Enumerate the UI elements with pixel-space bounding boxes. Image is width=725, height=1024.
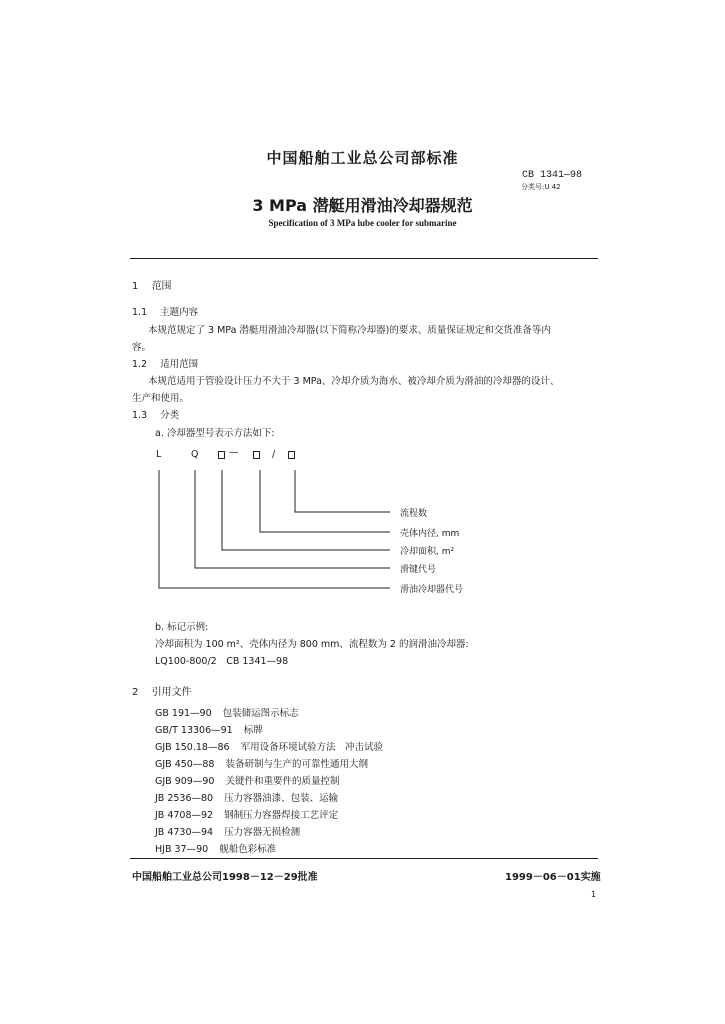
- section-1-2-body-line1: 本规范适用于管验设计压力不大于 3 MPa、冷却介质为海水、被冷却介质为滑油的冷却器的设计、: [148, 376, 560, 387]
- reference-title: 舰船色彩标准: [219, 844, 277, 855]
- reference-item: [155, 790, 338, 804]
- reference-code: GJB 150.18—86: [155, 742, 230, 753]
- reference-title: 军用设备环境试验方法 冲击试验: [240, 742, 384, 753]
- reference-code: GJB 909—90: [155, 776, 215, 787]
- reference-title: 压力容器无损检测: [224, 827, 301, 838]
- reference-item: [155, 722, 263, 736]
- reference-code: GJB 450—88: [155, 759, 215, 770]
- page-number: 1: [591, 890, 597, 899]
- approval-note: 中国船舶工业总公司1998－12－29批准: [132, 872, 318, 883]
- section-2-heading: [132, 683, 192, 698]
- standard-code: CB 1341—98: [522, 170, 583, 181]
- example-label: b. 标记示例:: [155, 622, 209, 633]
- diagram-label-passes: 流程数: [400, 509, 428, 519]
- document-title-en: Specification of 3 MPa lube cooler for submarine: [268, 218, 457, 228]
- section-1-1-body-line2: 容。: [132, 342, 152, 353]
- reference-title: 压力容器油漆、包装、运输: [224, 793, 339, 804]
- diagram-label-type: 滑键代号: [400, 565, 437, 575]
- section-title: 分类: [160, 410, 180, 421]
- section-1-1-heading: [132, 304, 198, 318]
- diagram-dash: —: [229, 447, 239, 458]
- section-1-3-heading: [132, 407, 179, 421]
- reference-code: HJB 37—90: [155, 844, 209, 855]
- reference-item: [155, 824, 300, 838]
- section-1-2-heading: [132, 356, 198, 370]
- section-title: 适用范围: [160, 359, 199, 370]
- header-rule: [130, 258, 598, 259]
- diagram-leader-lines: [150, 466, 400, 598]
- diagram-box-area: [218, 451, 225, 459]
- diagram-label-diameter: 壳体内径, mm: [400, 529, 460, 539]
- section-1-1-body-line1: 本规范规定了 3 MPa 潜艇用滑油冷却器(以下简称冷却器)的要求、质量保证规定和交货准备等内: [148, 325, 551, 336]
- issuing-organization: 中国船舶工业总公司部标准: [266, 149, 459, 167]
- diagram-box-passes: [288, 451, 295, 459]
- reference-code: JB 4708—92: [155, 810, 214, 821]
- diagram-label-area: 冷却面积, m²: [400, 547, 455, 557]
- section-number: 1: [132, 281, 139, 292]
- classification-number: 分类号:U 42: [521, 183, 561, 191]
- diagram-box-diameter: [253, 451, 260, 459]
- section-title: 引用文件: [151, 687, 192, 698]
- section-1-heading: [132, 277, 172, 292]
- section-number: 2: [132, 687, 139, 698]
- reference-title: 钢制压力容器焊接工艺评定: [224, 810, 339, 821]
- reference-title: 装备研制与生产的可靠性通用大纲: [225, 759, 368, 770]
- section-1-2-body-line2: 生产和使用。: [132, 393, 190, 404]
- document-title: 3 MPa 潜艇用滑油冷却器规范: [252, 196, 473, 215]
- reference-item: [155, 705, 299, 719]
- diagram-letter-l: L: [156, 449, 162, 460]
- section-1-3-item-a: a. 冷却器型号表示方法如下:: [155, 428, 275, 439]
- diagram-label-cooler: 滑油冷却器代号: [400, 585, 464, 595]
- reference-title: 标牌: [243, 725, 263, 736]
- diagram-letter-q: Q: [191, 449, 199, 460]
- diagram-slash: /: [272, 449, 276, 460]
- footer-rule: [130, 858, 598, 859]
- example-line2: LQ100-800/2 CB 1341—98: [155, 656, 289, 667]
- reference-item: [155, 841, 276, 855]
- reference-code: GB 191—90: [155, 708, 212, 719]
- implementation-date: 1999－06－01实施: [505, 872, 601, 883]
- section-number: 1.2: [132, 359, 148, 370]
- reference-item: [155, 756, 368, 770]
- example-line1: 冷却面积为 100 m²、壳体内径为 800 mm、流程数为 2 的润滑油冷却器:: [155, 639, 469, 650]
- reference-item: [155, 773, 339, 787]
- reference-code: JB 2536—80: [155, 793, 214, 804]
- reference-code: GB/T 13306—91: [155, 725, 233, 736]
- reference-item: [155, 807, 338, 821]
- section-number: 1.1: [132, 307, 148, 318]
- reference-code: JB 4730—94: [155, 827, 214, 838]
- reference-title: 关键件和重要件的质量控制: [225, 776, 340, 787]
- section-title: 范围: [151, 281, 172, 292]
- section-title: 主题内容: [160, 307, 199, 318]
- reference-title: 包装储运图示标志: [222, 708, 299, 719]
- section-number: 1.3: [132, 410, 148, 421]
- reference-item: [155, 739, 383, 753]
